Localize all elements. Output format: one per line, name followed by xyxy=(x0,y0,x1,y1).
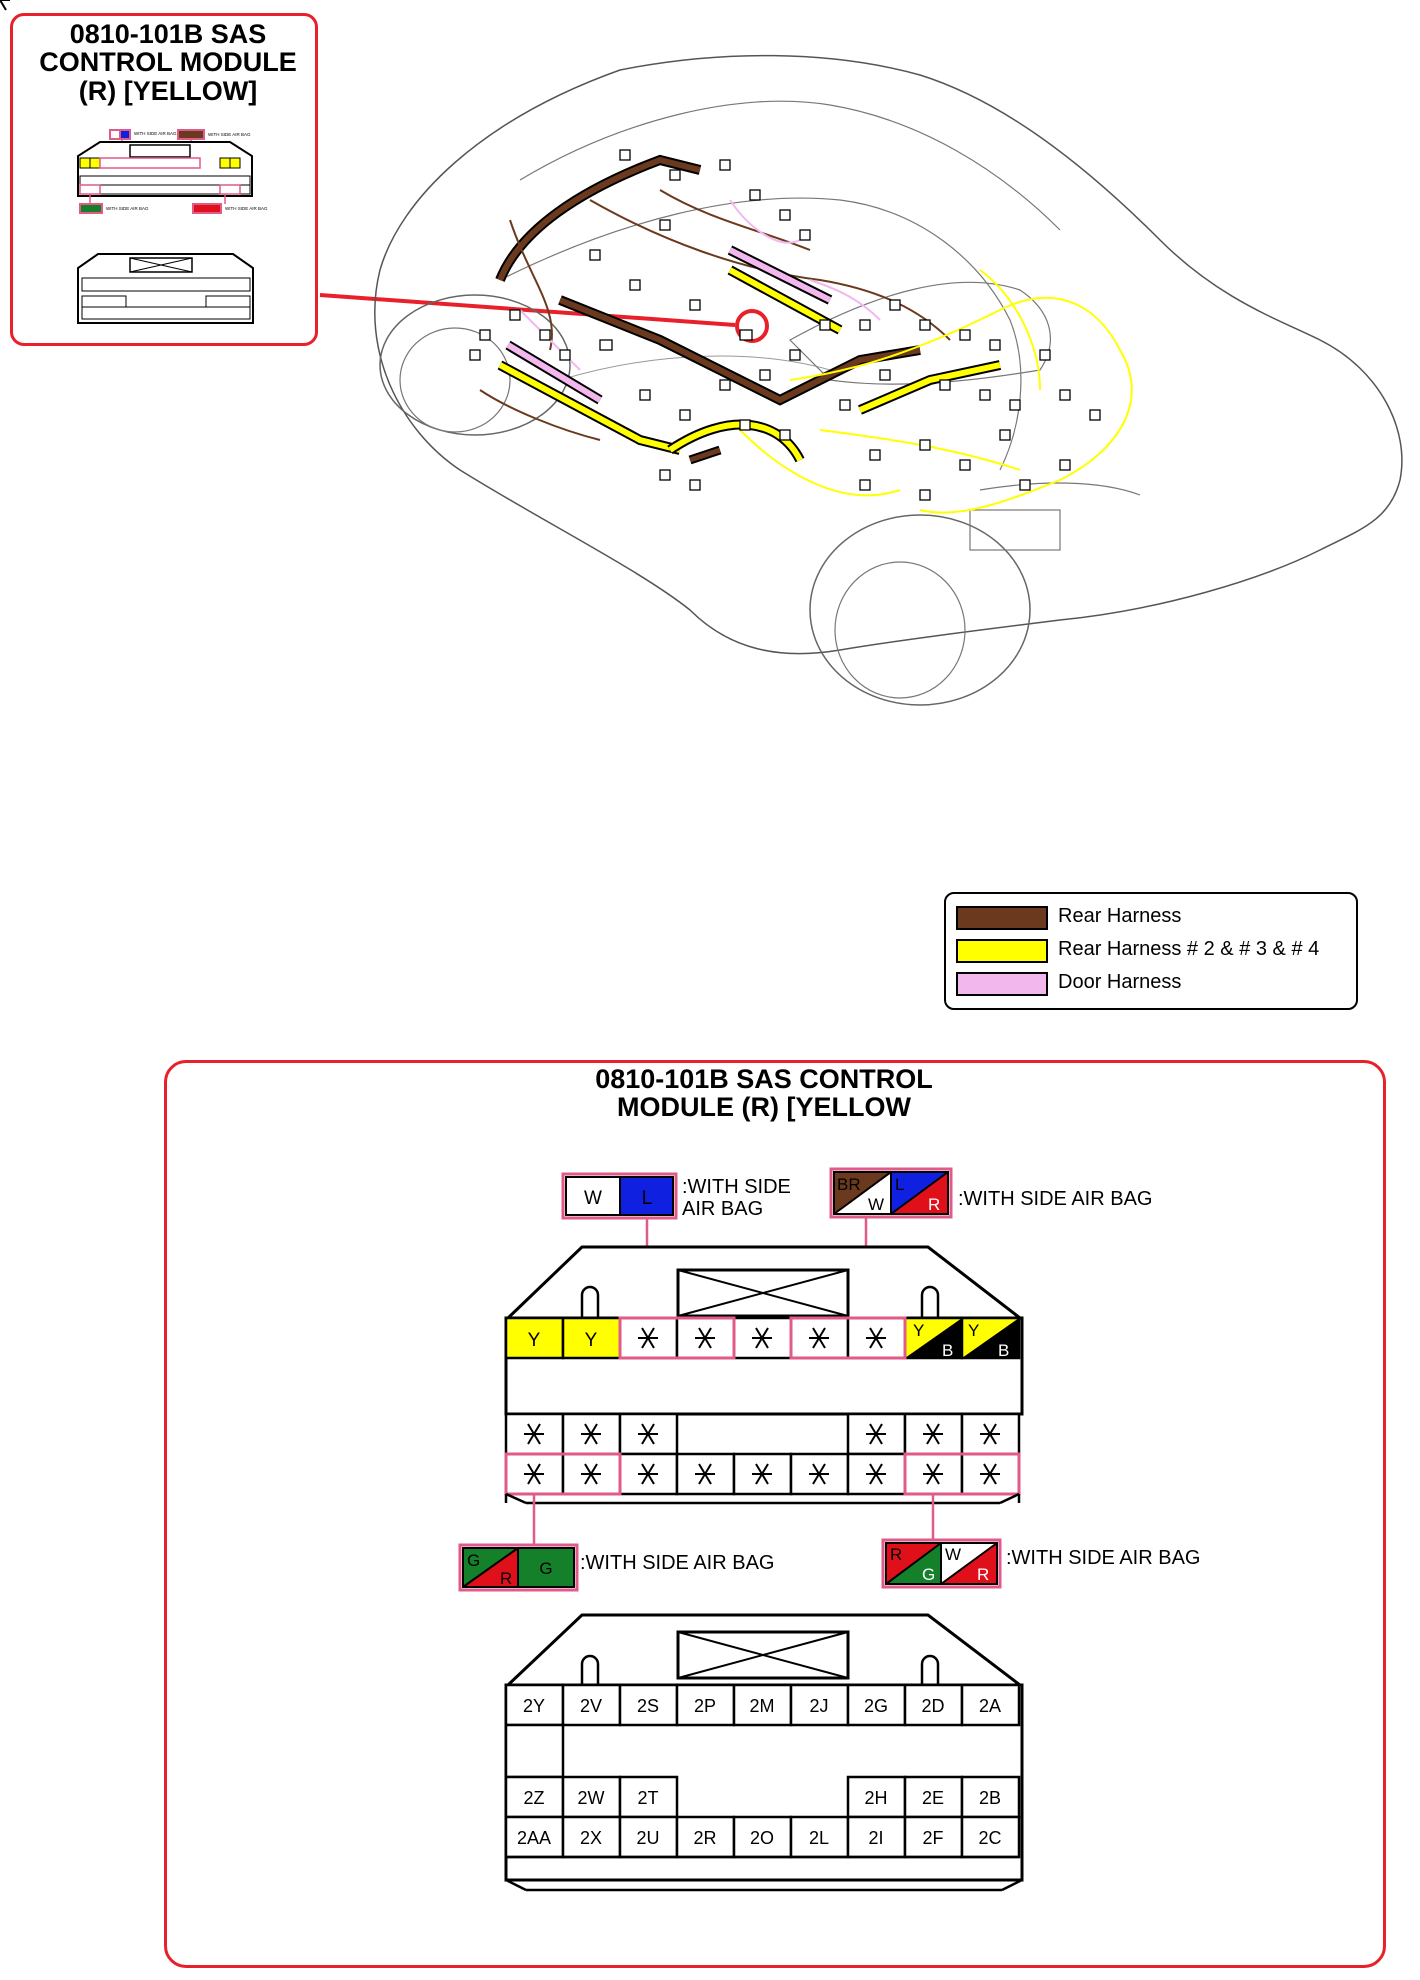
pin-label: 2G xyxy=(863,1696,889,1716)
wire-code-text: R xyxy=(890,1545,903,1564)
pin-label: 2Z xyxy=(523,1788,545,1808)
wire-code-text: G xyxy=(539,1559,553,1578)
wire-code-text: L xyxy=(895,1175,905,1194)
pin-label: 2L xyxy=(808,1828,830,1848)
pin-label: 2H xyxy=(864,1788,888,1808)
wire-code-w-l xyxy=(563,1174,676,1218)
wire-code-br-w-l-r xyxy=(831,1169,951,1217)
wire-code-text: R xyxy=(977,1565,990,1584)
note-bottom-right: :WITH SIDE AIR BAG xyxy=(1006,1547,1201,1569)
pin-label: 2S xyxy=(636,1696,660,1716)
pin-label: 2U xyxy=(636,1828,660,1848)
pin-label: 2D xyxy=(921,1696,945,1716)
pin-label: 2E xyxy=(921,1788,945,1808)
wire-code-text: W xyxy=(584,1188,602,1209)
pin-label: 2AA xyxy=(516,1828,552,1848)
pin-label: 2R xyxy=(693,1828,717,1848)
wire-code-r-g-w-r xyxy=(883,1540,1000,1587)
pin-label: 2C xyxy=(978,1828,1002,1848)
note-bottom-left: :WITH SIDE AIR BAG xyxy=(580,1552,775,1574)
pin-label: 2I xyxy=(868,1828,884,1848)
pin-label: 2F xyxy=(922,1828,944,1848)
pin-label: 2W xyxy=(577,1788,605,1808)
pin-label: 2V xyxy=(579,1696,603,1716)
pin-label: 2A xyxy=(978,1696,1002,1716)
pin-color-label: Y xyxy=(968,1321,980,1340)
wire-code-text: R xyxy=(928,1195,941,1214)
pin-color-label: B xyxy=(942,1341,954,1360)
wire-code-text: W xyxy=(945,1545,962,1564)
pin-label: 2O xyxy=(749,1828,775,1848)
pin-label: 2T xyxy=(637,1788,659,1808)
pin-color-label: Y xyxy=(527,1330,541,1351)
wire-code-g-r-g xyxy=(460,1545,577,1590)
pin-color-label: B xyxy=(998,1341,1010,1360)
inset-tiny-label-tr: WITH SIDE AIR BAG xyxy=(208,132,251,137)
note-top-left: :WITH SIDE AIR BAG xyxy=(682,1176,791,1220)
wire-code-text: G xyxy=(467,1551,481,1570)
wire-code-text: R xyxy=(500,1569,513,1588)
legend-label-rear-harness: Rear Harness xyxy=(1058,905,1182,927)
pin-label: 2X xyxy=(579,1828,603,1848)
pin-color-label: Y xyxy=(584,1330,598,1351)
wire-code-text: L xyxy=(641,1188,653,1209)
detail-title: 0810-101B SAS CONTROL MODULE (R) [YELLOW xyxy=(595,1064,933,1123)
note-top-right: :WITH SIDE AIR BAG xyxy=(958,1188,1153,1210)
wire-code-text: BR xyxy=(837,1175,861,1194)
inset-tiny-label-bl: WITH SIDE AIR BAG xyxy=(106,206,149,211)
pin-label: 2J xyxy=(809,1696,829,1716)
inset-tiny-label-br: WITH SIDE AIR BAG xyxy=(225,206,268,211)
pin-label: 2B xyxy=(978,1788,1002,1808)
wire-code-text: G xyxy=(922,1565,936,1584)
wire-code-text: W xyxy=(868,1195,885,1214)
inset-tiny-label-tl: WITH SIDE AIR BAG xyxy=(134,131,177,136)
pin-label: 2M xyxy=(749,1696,775,1716)
pin-label: 2Y xyxy=(522,1696,546,1716)
legend-label-rear-harness-2-3-4: Rear Harness # 2 & # 3 & # 4 xyxy=(1058,938,1320,960)
pin-label: 2P xyxy=(693,1696,717,1716)
inset-title: 0810-101B SAS CONTROL MODULE (R) [YELLOW] xyxy=(39,19,297,106)
pin-color-label: Y xyxy=(913,1321,925,1340)
legend-label-door-harness: Door Harness xyxy=(1058,971,1182,993)
